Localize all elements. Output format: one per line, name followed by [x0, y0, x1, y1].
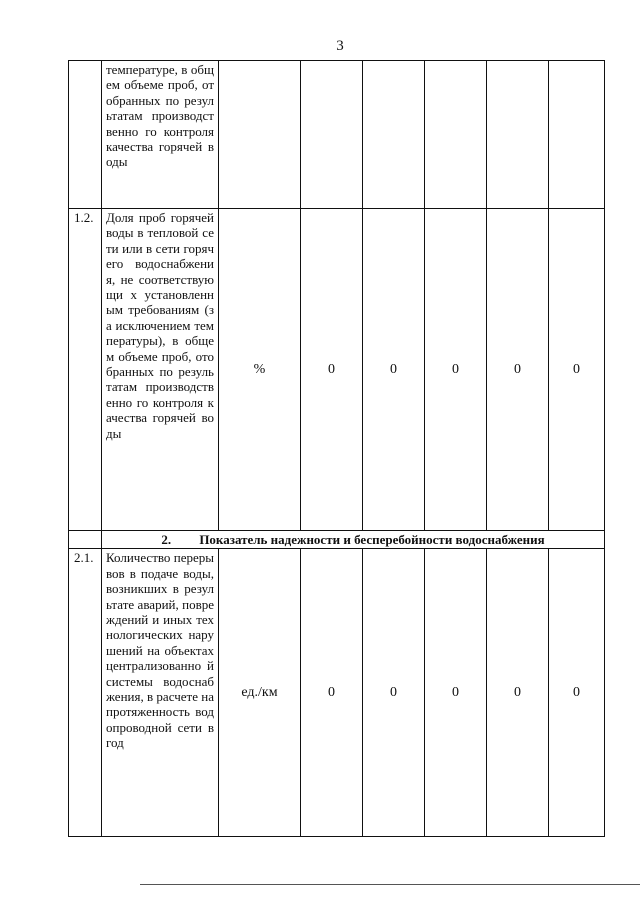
- row-value: [301, 61, 363, 209]
- row-description: температуре, в общем объеме проб, отобранных по результатам производственно го контроля качества горячей воды: [102, 61, 219, 209]
- row-value: [425, 61, 487, 209]
- section-header-row: [69, 531, 605, 549]
- bottom-rule: [140, 884, 640, 885]
- row-unit: %: [219, 209, 301, 531]
- row-number: 1.2.: [69, 209, 102, 531]
- row-value: 0: [549, 549, 605, 837]
- row-value: 0: [487, 549, 549, 837]
- row-value: 0: [363, 209, 425, 531]
- section-title: Показатель надежности и бесперебойности водоснабжения: [199, 532, 545, 547]
- row-description: Доля проб горячей воды в тепловой сети или в сети горячего водоснабжения, не соответствующи х установленным требованиям (за исключением температуры), в общем объеме проб, отобранных по результатам производственно го контроля качества горячей воды: [102, 209, 219, 531]
- row-unit: [219, 61, 301, 209]
- row-value: 0: [549, 209, 605, 531]
- page-number: 3: [336, 38, 344, 54]
- table-row: [69, 61, 605, 209]
- indicator-table-container: [68, 60, 604, 837]
- row-number: [69, 61, 102, 209]
- section-header: [102, 531, 605, 549]
- row-number: 2.1.: [69, 549, 102, 837]
- row-value: [549, 61, 605, 209]
- row-value: 0: [301, 209, 363, 531]
- row-value: 0: [425, 209, 487, 531]
- row-value: 0: [363, 549, 425, 837]
- table-row: [69, 209, 605, 531]
- row-value: 0: [425, 549, 487, 837]
- row-value: [487, 61, 549, 209]
- row-unit: ед./км: [219, 549, 301, 837]
- row-value: 0: [301, 549, 363, 837]
- section-spacer-cell: [69, 531, 102, 549]
- row-value: [363, 61, 425, 209]
- section-number: 2.: [161, 532, 172, 547]
- indicator-table: [68, 60, 605, 837]
- table-row: [69, 549, 605, 837]
- row-description: Количество перерывов в подаче воды, возникших в результате аварий, повреждений и иных технологических нарушений на объектах централизованно й системы водоснабжения, в расчете на протяженность водопроводной сети в год: [102, 549, 219, 837]
- row-value: 0: [487, 209, 549, 531]
